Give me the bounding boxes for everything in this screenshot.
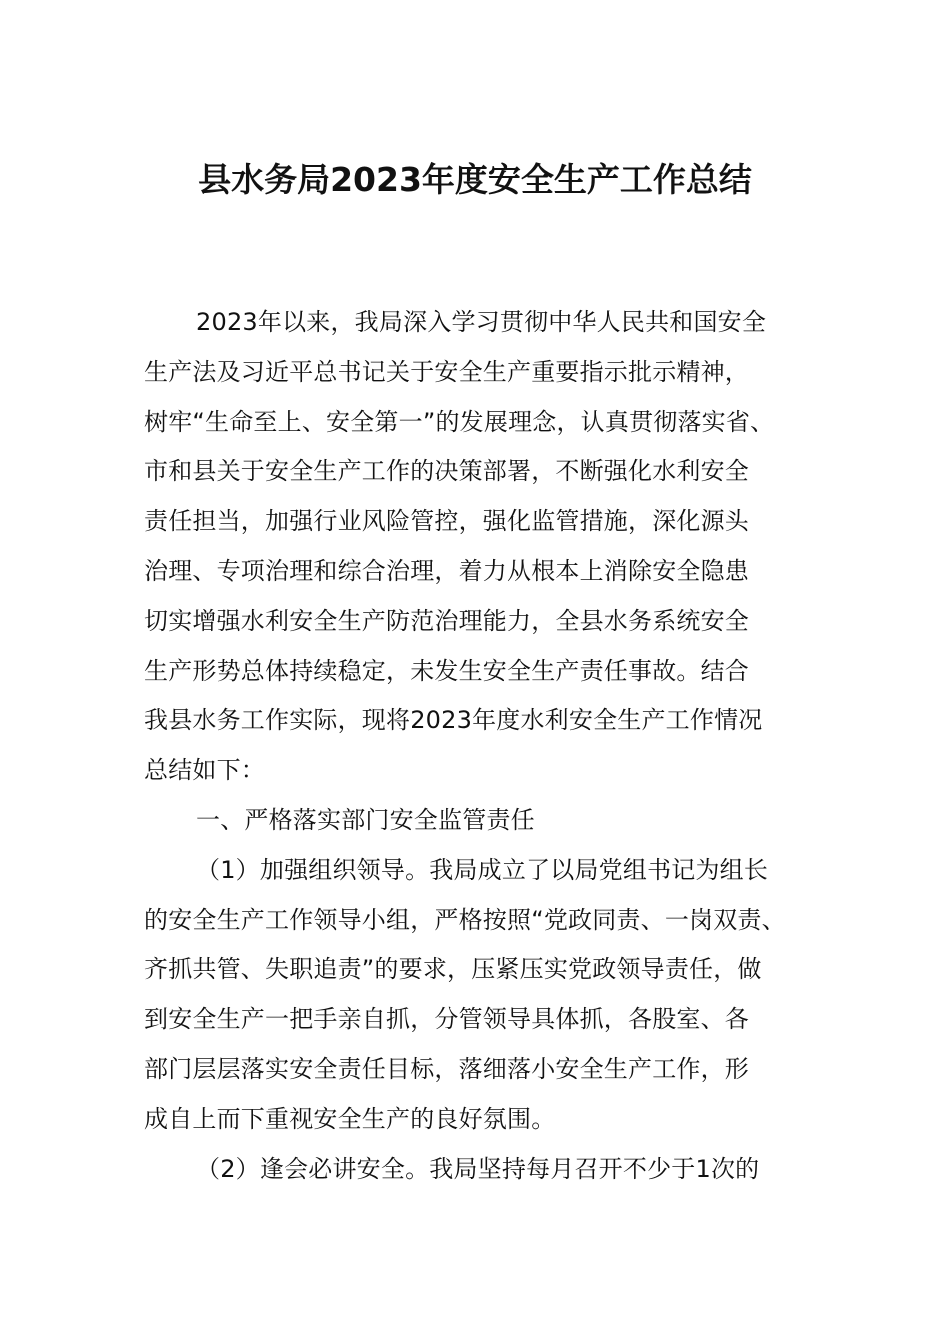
paragraph-line: 到安全生产一把手亲自抓，分管领导具体抓，各股室、各 [144,1005,749,1034]
paragraph-line: （1）加强组织领导。我局成立了以局党组书记为组长 [196,855,769,884]
document-body [144,298,824,1194]
paragraph-line: 总结如下： [144,756,265,785]
paragraph-line: 责任担当，加强行业风险管控，强化监管措施，深化源头 [144,507,749,536]
paragraph-line: 成自上而下重视安全生产的良好氛围。 [144,1104,556,1133]
paragraph-line: 市和县关于安全生产工作的决策部署，不断强化水利安全 [144,457,749,486]
paragraph-line: 2023年以来，我局深入学习贯彻中华人民共和国安全 [196,308,767,336]
document-title: 县水务局2023年度安全生产工作总结 [198,160,752,199]
paragraph-line: （2）逢会必讲安全。我局坚持每月召开不少于1次的 [196,1154,760,1183]
paragraph-line: 生产形势总体持续稳定，未发生安全生产责任事故。结合 [144,656,749,685]
section-heading: 一、严格落实部门安全监管责任 [196,805,535,834]
paragraph-line: 部门层层落实安全责任目标，落细落小安全生产工作，形 [144,1054,749,1083]
paragraph-line: 我县水务工作实际，现将2023年度水利安全生产工作情况 [144,706,763,735]
paragraph-line: 的安全生产工作领导小组，严格按照“党政同责、一岗双责、 [144,905,786,934]
paragraph-line: 齐抓共管、失职追责”的要求，压紧压实党政领导责任，做 [144,955,762,984]
paragraph-line: 治理、专项治理和综合治理，着力从根本上消除安全隐患 [144,556,749,585]
paragraph-line: 切实增强水利安全生产防范治理能力，全县水务系统安全 [144,606,749,635]
paragraph-line: 生产法及习近平总书记关于安全生产重要指示批示精神， [144,357,749,386]
paragraph-line: 树牢“生命至上、安全第一”的发展理念，认真贯彻落实省、 [144,407,775,436]
